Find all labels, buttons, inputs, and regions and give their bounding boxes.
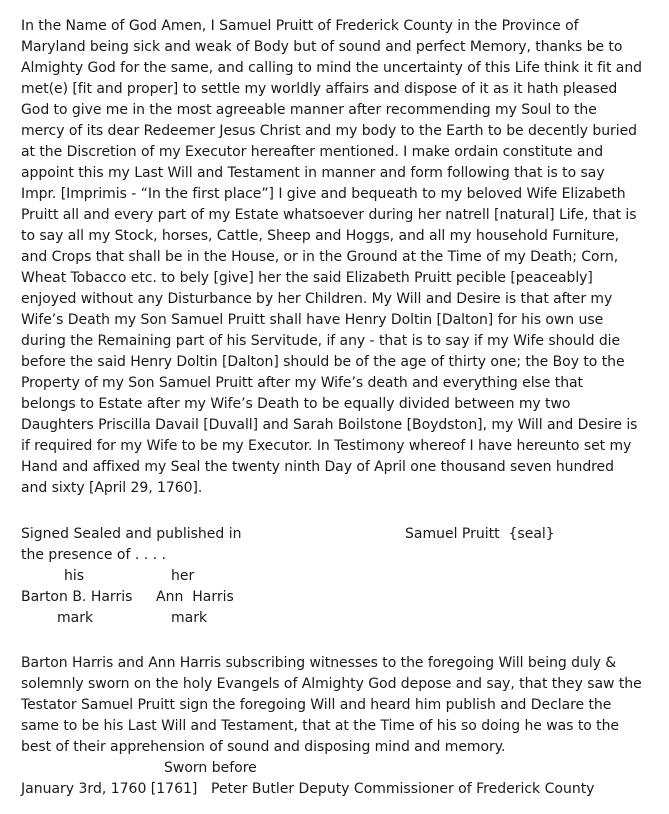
will-line: God to give me in the most agreeable manner after recommending my Soul to the xyxy=(21,102,597,118)
will-line: enjoyed without any Disturbance by her Children. My Will and Desire is that after my xyxy=(21,291,613,307)
will-line: mercy of its dear Redeemer Jesus Christ and my body to the Earth to be decently buried xyxy=(21,123,637,139)
witness2-mark-label: mark xyxy=(171,610,208,626)
will-line: Wheat Tobacco etc. to bely [give] her the said Elizabeth Pruitt pecible [peaceably] xyxy=(21,270,593,286)
will-line: Almighty God for the same, and calling to mind the uncertainty of this Life think it fit and xyxy=(21,60,642,76)
commissioner-signature: Peter Butler Deputy Commissioner of Frederick County xyxy=(211,781,595,797)
affidavit-line: solemnly sworn on the holy Evangels of Almighty God depose and say, that they saw the xyxy=(21,676,642,692)
affidavit-date: January 3rd, 1760 [1761] xyxy=(21,781,198,797)
will-line: and Crops that shall be in the House, or in the Ground at the Time of my Death; Corn, xyxy=(21,249,619,265)
will-line: Property of my Son Samuel Pruitt after my Wife’s death and everything else that xyxy=(21,375,583,391)
will-line: during the Remaining part of his Servitude, if any - that is to say if my Wife should die xyxy=(21,333,621,349)
sworn-before-label: Sworn before xyxy=(164,760,257,776)
will-line: Hand and affixed my Seal the twenty ninth Day of April one thousand seven hundred xyxy=(21,459,614,475)
will-line: appoint this my Last Will and Testament in manner and form following that is to say xyxy=(21,165,605,181)
will-line: Wife’s Death my Son Samuel Pruitt shall have Henry Doltin [Dalton] for his own use xyxy=(21,312,604,328)
witness2-her-label: her xyxy=(171,568,195,584)
will-line: In the Name of God Amen, I Samuel Pruitt of Frederick County in the Province of xyxy=(21,18,579,34)
will-line: Impr. [Imprimis - “In the first place”] I give and bequeath to my beloved Wife Elizabeth xyxy=(21,186,626,202)
will-line: belongs to Estate after my Wife’s Death to be equally divided between my two xyxy=(21,396,571,412)
witness1-his-label: his xyxy=(64,568,85,584)
will-line: at the Discretion of my Executor hereafter mentioned. I make ordain constitute and xyxy=(21,144,604,160)
will-line: and sixty [April 29, 1760]. xyxy=(21,480,203,496)
affidavit-line: Barton Harris and Ann Harris subscribing witnesses to the foregoing Will being duly & xyxy=(21,655,617,671)
testator-signature: Samuel Pruitt {seal} xyxy=(405,526,555,542)
affidavit-line: best of their apprehension of sound and disposing mind and memory. xyxy=(21,739,506,755)
will-line: if required for my Wife to be my Executor. In Testimony whereof I have hereunto set my xyxy=(21,438,632,454)
signing-statement: Signed Sealed and published in xyxy=(21,526,242,542)
will-line: to say all my Stock, horses, Cattle, Sheep and Hoggs, and all my household Furniture, xyxy=(21,228,620,244)
will-line: Pruitt all and every part of my Estate whatsoever during her natrell [natural] Life, that is xyxy=(21,207,637,223)
witness1-mark-label: mark xyxy=(57,610,94,626)
affidavit-line: Testator Samuel Pruitt sign the foregoing Will and heard him publish and Declare the xyxy=(21,697,612,713)
will-line: Daughters Priscilla Davail [Duvall] and Sarah Boilstone [Boydston], my Will and Desire is xyxy=(21,417,638,433)
will-line: met(e) [fit and proper] to settle my worldly affairs and dispose of it as it hath pleased xyxy=(21,81,618,97)
witness2-name: Ann Harris xyxy=(156,589,234,605)
presence-statement: the presence of . . . . xyxy=(21,547,167,563)
will-line: before the said Henry Doltin [Dalton] should be of the age of thirty one; the Boy to the xyxy=(21,354,625,370)
will-line: Maryland being sick and weak of Body but of sound and perfect Memory, thanks be to xyxy=(21,39,623,55)
witness1-name: Barton B. Harris xyxy=(21,589,133,605)
affidavit-line: same to be his Last Will and Testament, that at the Time of his so doing he was to the xyxy=(21,718,619,734)
